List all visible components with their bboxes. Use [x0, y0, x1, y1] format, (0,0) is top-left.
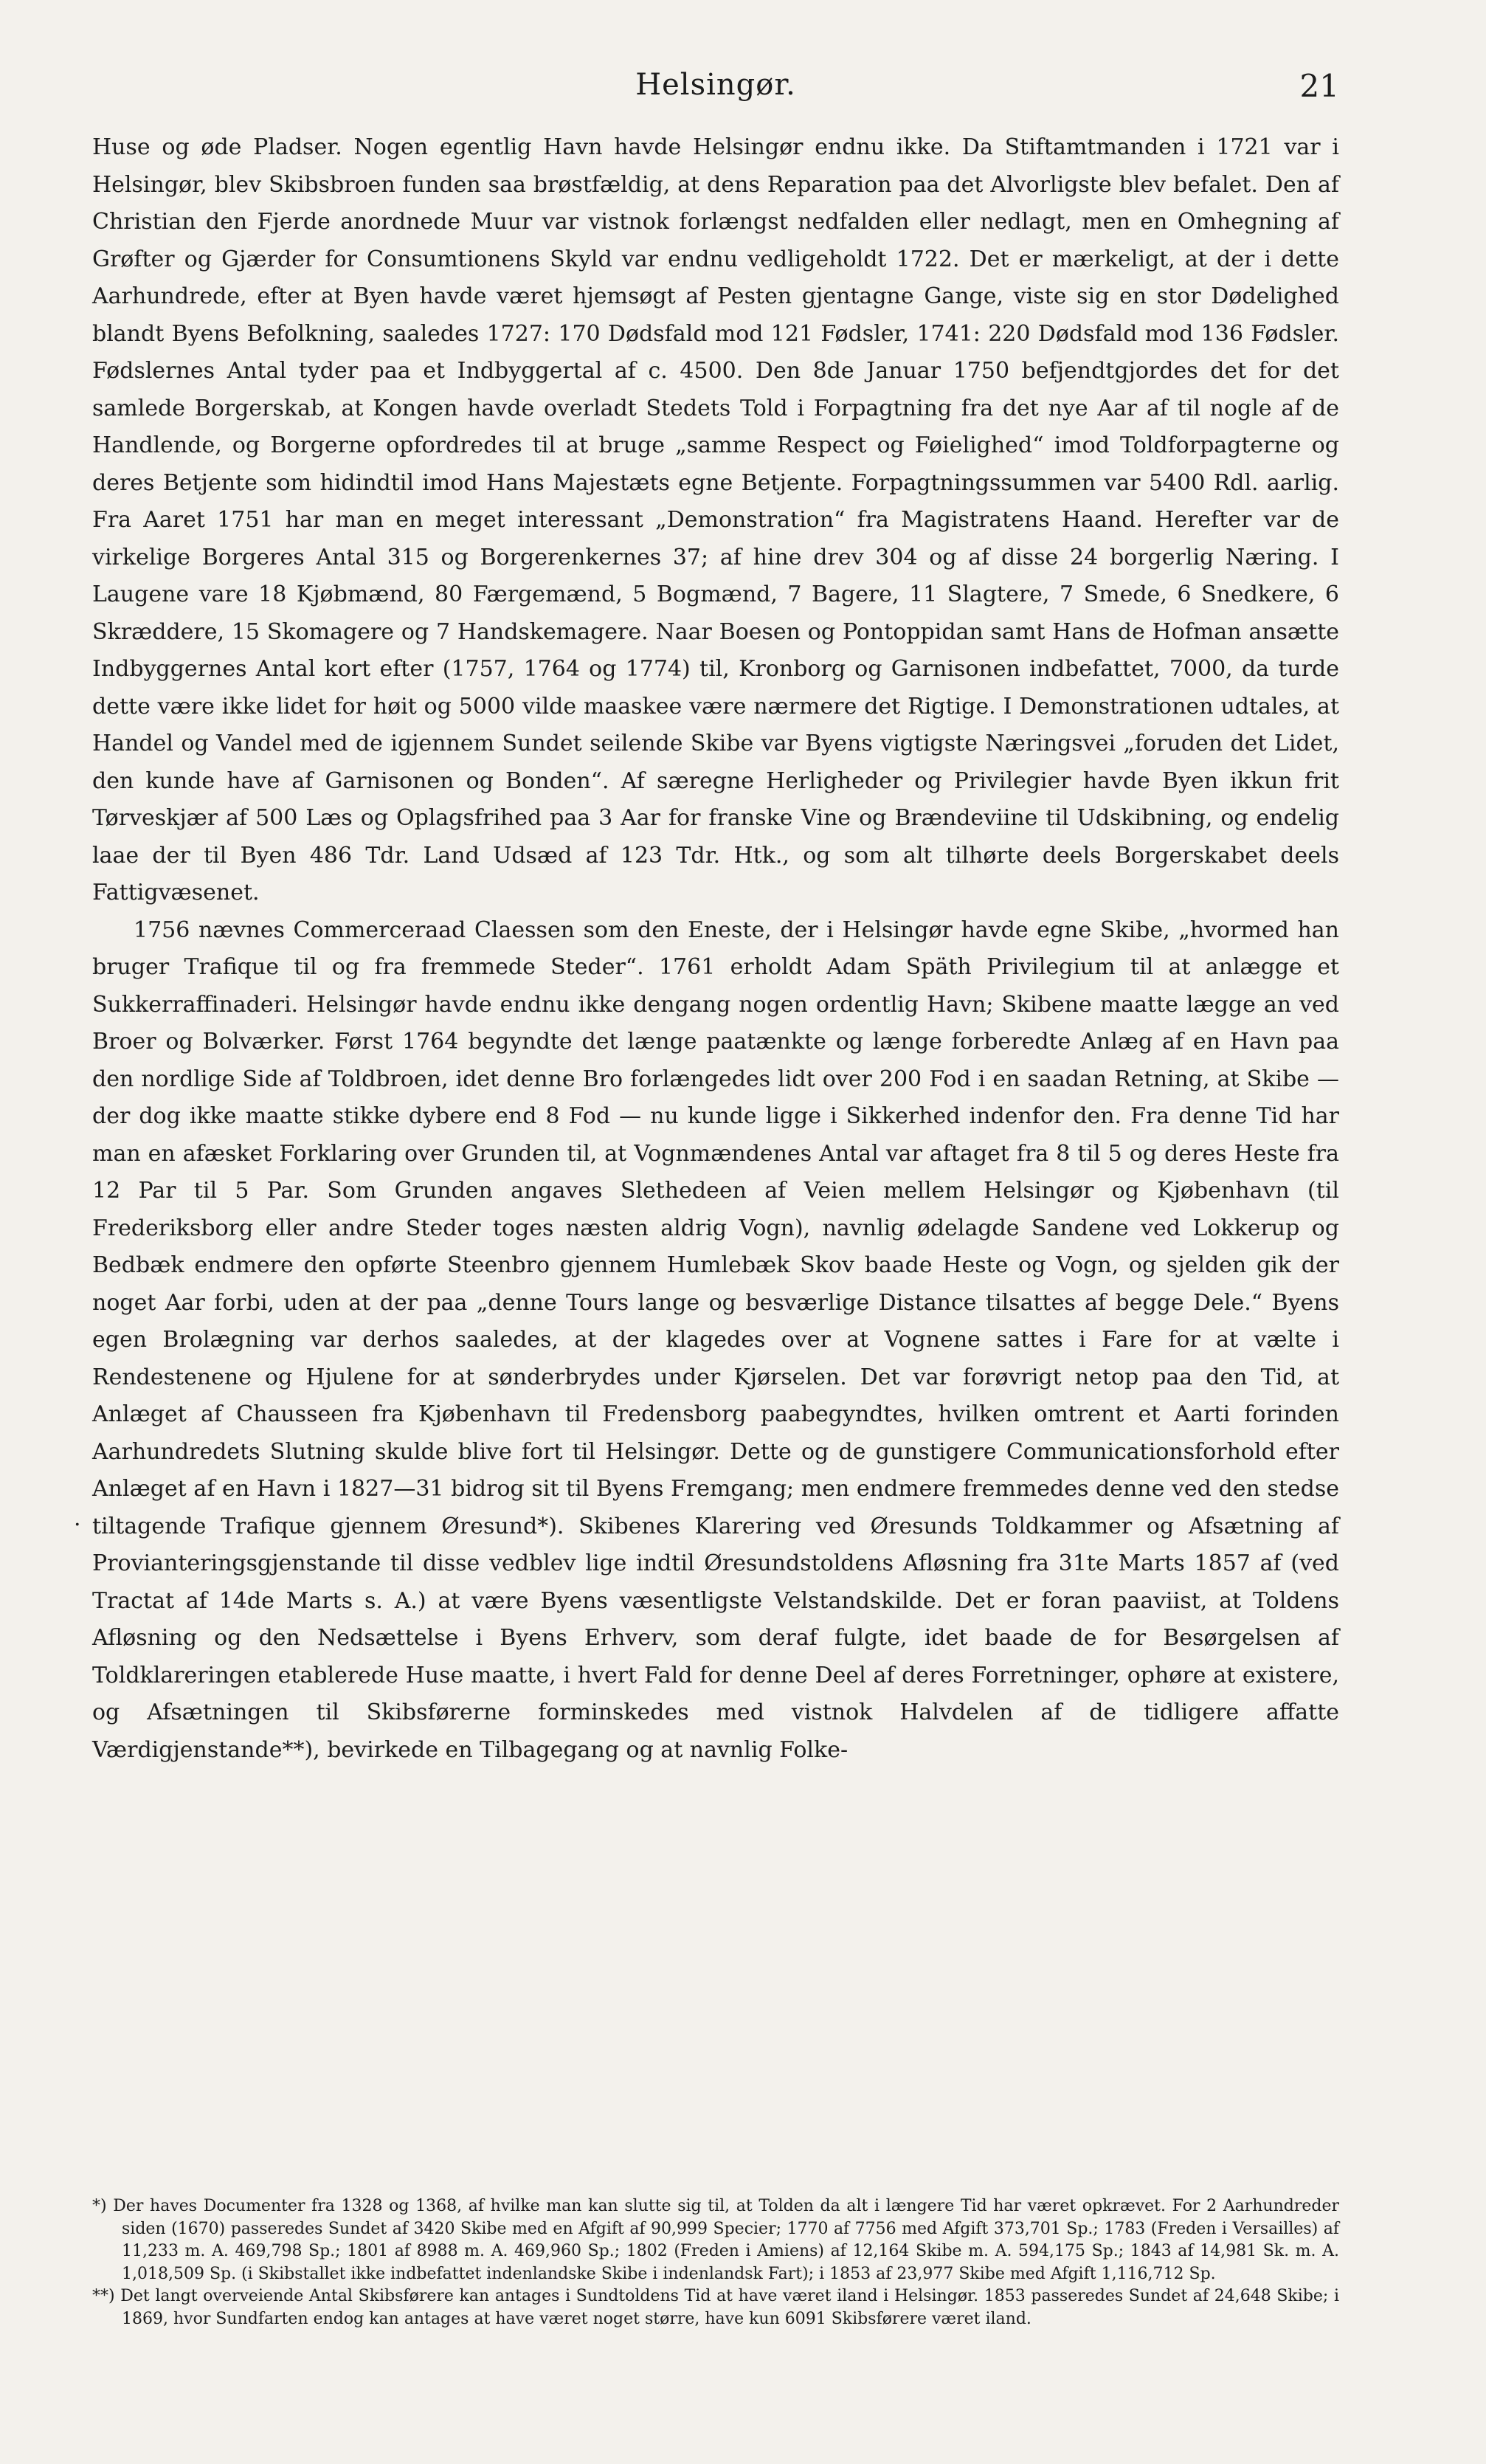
margin-mark: . — [74, 1505, 81, 1531]
running-title: Helsingør. — [635, 68, 796, 102]
paragraph: Huse og øde Pladser. Nogen egentlig Havn havde Helsingør endnu ikke. Da Stiftamtmanden i 1721 var i Helsingør, blev Skibsbroen funden saa brøstfældig, at dens Reparation paa det Alvorligste blev befalet. Den af Christian den Fjerde anordnede Muur var vistnok forlængst nedfalden eller nedlagt, men en Omhegning af Grøfter og Gjærder for Consumtionens Skyld var endnu vedligeholdt 1722. Det er mærkeligt, at der i dette Aarhundrede, efter at Byen havde været hjemsøgt af Pesten gjentagne Gange, viste sig en stor Dødelighed blandt Byens Befolkning, saaledes 1727: 170 Dødsfald mod 121 Fødsler, 1741: 220 Dødsfald mod 136 Fødsler. Fødslernes Antal tyder paa et Indbyggertal af c. 4500. Den 8de Januar 1750 befjendtgjordes det for det samlede Borgerskab, at Kongen havde overladt Stedets Told i Forpagtning fra det nye Aar af til nogle af de Handlende, og Borgerne opfordredes til at bruge „samme Respect og Føielighed“ imod Toldforpagterne og deres Betjente som hidindtil imod Hans Majestæts egne Betjente. Forpagtningssummen var 5400 Rdl. aarlig. Fra Aaret 1751 har man en meget interessant „Demonstration“ fra Magistratens Haand. Herefter var de virkelige Borgeres Antal 315 og Borgerenkernes 37; af hine drev 304 og af disse 24 borgerlig Næring. I Laugene vare 18 Kjøbmænd, 80 Færgemænd, 5 Bogmænd, 7 Bagere, 11 Slagtere, 7 Smede, 6 Snedkere, 6 Skræddere, 15 Skomagere og 7 Handskemagere. Naar Boesen og Pontoppidan samt Hans de Hofman ansætte Indbyggernes Antal kort efter (1757, 1764 og 1774) til, Kronborg og Garnisonen indbefattet, 7000, da turde dette være ikke lidet for høit og 5000 vilde maaskee være nærmere det Rigtige. I Demonstrationen udtales, at Handel og Vandel med de igjennem Sundet seilende Skibe var Byens vigtigste Næringsvei „foruden det Lidet, den kunde have af Garnisonen og Bonden“. Af særegne Herligheder og Privilegier havde Byen ikkun frit Tørveskjær af 500 Læs og Oplagsfrihed paa 3 Aar for franske Vine og Brændeviine til Udskibning, og endelig laae der til Byen 486 Tdr. Land Udsæd af 123 Tdr. Htk., og som alt tilhørte deels Borgerskabet deels Fattigvæsenet. — [92, 134, 1339, 905]
page-header — [92, 68, 1339, 112]
page-number: 21 — [1299, 68, 1339, 104]
footnote: **) Det langt overveiende Antal Skibsførere kan antages i Sundtoldens Tid at have været iland i Helsingør. 1853 passeredes Sundet af 24,648 Skibe; i 1869, hvor Sundfarten endog kan antages at have været noget større, have kun 6091 Skibsførere været iland. — [92, 2287, 1339, 2328]
footnote: *) Der haves Documenter fra 1328 og 1368, af hvilke man kan slutte sig til, at Tolden da alt i længere Tid har været opkrævet. For 2 Aarhundreder siden (1670) passeredes Sundet af 3420 Skibe med en Afgift af 90,999 Specier; 1770 af 7756 med Afgift 373,701 Sp.; 1783 (Freden i Versailles) af 11,233 m. A. 469,798 Sp.; 1801 af 8988 m. A. 469,960 Sp.; 1802 (Freden i Amiens) af 12,164 Skibe m. A. 594,175 Sp.; 1843 af 14,981 Sk. m. A. 1,018,509 Sp. (i Skibstallet ikke indbefattet indenlandske Skibe i indenlandsk Fart); i 1853 af 23,977 Skibe med Afgift 1,116,712 Sp. — [92, 2197, 1339, 2283]
paragraph: 1756 nævnes Commerceraad Claessen som den Eneste, der i Helsingør havde egne Skibe, „hvormed han bruger Trafique til og fra fremmede Steder“. 1761 erholdt Adam Späth Privilegium til at anlægge et Sukkerraffinaderi. Helsingør havde endnu ikke dengang nogen ordentlig Havn; Skibene maatte lægge an ved Broer og Bolværker. Først 1764 begyndte det længe paatænkte og længe forberedte Anlæg af en Havn paa den nordlige Side af Toldbroen, idet denne Bro forlængedes lidt over 200 Fod i en saadan Retning, at Skibe — der dog ikke maatte stikke dybere end 8 Fod — nu kunde ligge i Sikkerhed indenfor den. Fra denne Tid har man en afæsket Forklaring over Grunden til, at Vognmændenes Antal var aftaget fra 8 til 5 og deres Heste fra 12 Par til 5 Par. Som Grunden angaves Slethedeen af Veien mellem Helsingør og Kjøbenhavn (til Frederiksborg eller andre Steder toges næsten aldrig Vogn), navnlig ødelagde Sandene ved Lokkerup og Bedbæk endmere den opførte Steenbro gjennem Humlebæk Skov baade Heste og Vogn, og sjelden gik der noget Aar forbi, uden at der paa „denne Tours lange og besværlige Distance tilsattes af begge Dele.“ Byens egen Brolægning var derhos saaledes, at der klagedes over at Vognene sattes i Fare for at vælte i Rendestenene og Hjulene for at sønderbrydes under Kjørselen. Det var forøvrigt netop paa den Tid, at Anlæget af Chausseen fra Kjøbenhavn til Fredensborg paabegyndtes, hvilken omtrent et Aarti forinden Aarhundredets Slutning skulde blive fort til Helsingør. Dette og de gunstigere Communicationsforhold efter Anlæget af en Havn i 1827—31 bidrog sit til Byens Fremgang; men endmere fremmedes denne ved den stedse tiltagende Trafique gjennem Øresund*). Skibenes Klarering ved Øresunds Toldkammer og Afsætning af Provianteringsgjenstande til disse vedblev lige indtil Øresundstoldens Afløsning fra 31te Marts 1857 af (ved Tractat af 14de Marts s. A.) at være Byens væsentligste Velstandskilde. Det er foran paaviist, at Toldens Afløsning og den Nedsættelse i Byens Erhverv, som deraf fulgte, idet baade de for Besørgelsen af Toldklareringen etablerede Huse maatte, i hvert Fald for denne Deel af deres Forretninger, ophøre at existere, og Afsætningen til Skibsførerne forminskedes med vistnok Halvdelen af de tidligere affatte Værdigjenstande**), bevirkede en Tilbagegang og at navnlig Folke- — [92, 917, 1339, 1763]
footnotes — [92, 2195, 1339, 2330]
main-text — [92, 129, 1339, 1769]
